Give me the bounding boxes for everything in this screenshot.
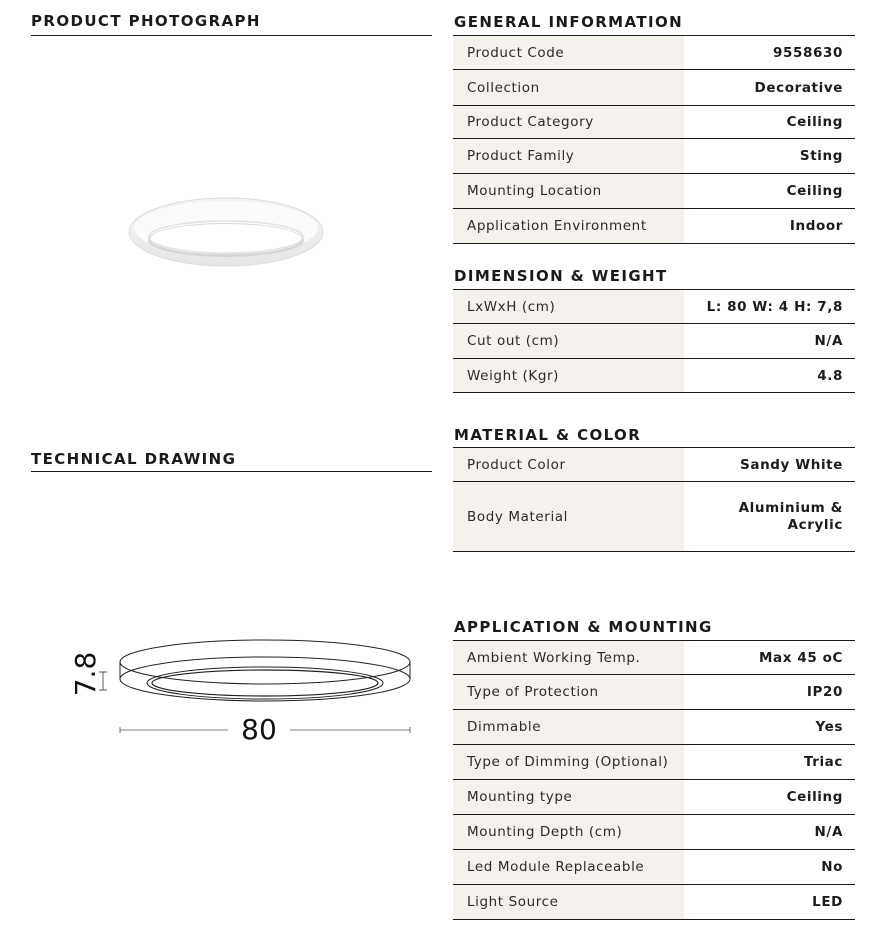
row-label: Type of Dimming (Optional) <box>453 745 684 779</box>
table-row <box>453 641 855 675</box>
table-row <box>453 885 855 920</box>
row-value: Decorative <box>754 79 843 96</box>
row-value: LED <box>812 894 843 910</box>
table-row <box>453 448 855 482</box>
row-label: Light Source <box>453 885 684 919</box>
table-row <box>453 70 855 106</box>
row-label: Body Material <box>453 482 684 551</box>
table-row <box>453 359 855 393</box>
table-row <box>453 850 855 885</box>
row-label: Product Family <box>453 139 684 173</box>
row-value: Ceiling <box>786 789 843 805</box>
row-value: L: 80 W: 4 H: 7,8 <box>706 298 843 315</box>
material-color-title: MATERIAL & COLOR <box>454 426 642 444</box>
table-row <box>453 675 855 710</box>
row-value: Sting <box>799 148 843 164</box>
product-photo <box>126 196 326 270</box>
technical-drawing-title: TECHNICAL DRAWING <box>31 450 237 468</box>
row-value: 9558630 <box>773 44 843 61</box>
row-value: N/A <box>814 333 843 349</box>
general-information-title: GENERAL INFORMATION <box>454 13 684 31</box>
row-value: Sandy White <box>740 456 843 473</box>
row-label: Ambient Working Temp. <box>453 641 684 674</box>
row-label: Product Category <box>453 106 684 138</box>
row-value: IP20 <box>806 684 843 700</box>
row-label: Dimmable <box>453 710 684 744</box>
row-label: Application Environment <box>453 209 684 243</box>
width-dimension-label: 80 <box>241 713 277 746</box>
divider <box>31 471 432 472</box>
row-label: Led Module Replaceable <box>453 850 684 884</box>
material-color-table <box>453 448 855 552</box>
row-label: Cut out (cm) <box>453 324 684 358</box>
application-mounting-table <box>453 641 855 920</box>
dimension-weight-title: DIMENSION & WEIGHT <box>454 267 668 285</box>
row-label: Product Color <box>453 448 684 481</box>
application-mounting-title: APPLICATION & MOUNTING <box>454 618 713 636</box>
table-row <box>453 290 855 324</box>
table-row <box>453 139 855 174</box>
row-value: 4.8 <box>817 367 843 384</box>
table-row <box>453 36 855 70</box>
row-value: Triac <box>803 754 843 770</box>
row-value: Ceiling <box>786 114 843 130</box>
row-label: Product Code <box>453 36 684 69</box>
table-row <box>453 745 855 780</box>
technical-drawing <box>60 620 430 760</box>
row-value: N/A <box>814 824 843 840</box>
row-label: Collection <box>453 70 684 105</box>
general-information-table <box>453 36 855 244</box>
table-row <box>453 324 855 359</box>
dimension-weight-table <box>453 290 855 393</box>
product-photograph-title: PRODUCT PHOTOGRAPH <box>31 12 261 30</box>
row-label: Mounting type <box>453 780 684 814</box>
row-value: Ceiling <box>786 183 843 199</box>
table-row <box>453 710 855 745</box>
row-label: Type of Protection <box>453 675 684 709</box>
divider <box>31 35 432 36</box>
row-value: No <box>821 859 843 875</box>
row-label: LxWxH (cm) <box>453 290 684 323</box>
table-row <box>453 815 855 850</box>
row-value: Max 45 oC <box>758 649 843 666</box>
table-row <box>453 174 855 209</box>
row-value: Yes <box>815 719 843 735</box>
row-label: Mounting Depth (cm) <box>453 815 684 849</box>
table-row <box>453 106 855 139</box>
row-label: Weight (Kgr) <box>453 359 684 392</box>
row-value: Indoor <box>789 218 843 234</box>
table-row <box>453 780 855 815</box>
table-row <box>453 209 855 244</box>
row-value: Aluminium & Acrylic <box>738 499 843 533</box>
height-dimension-label: 7.8 <box>69 651 102 697</box>
table-row <box>453 482 855 552</box>
row-label: Mounting Location <box>453 174 684 208</box>
